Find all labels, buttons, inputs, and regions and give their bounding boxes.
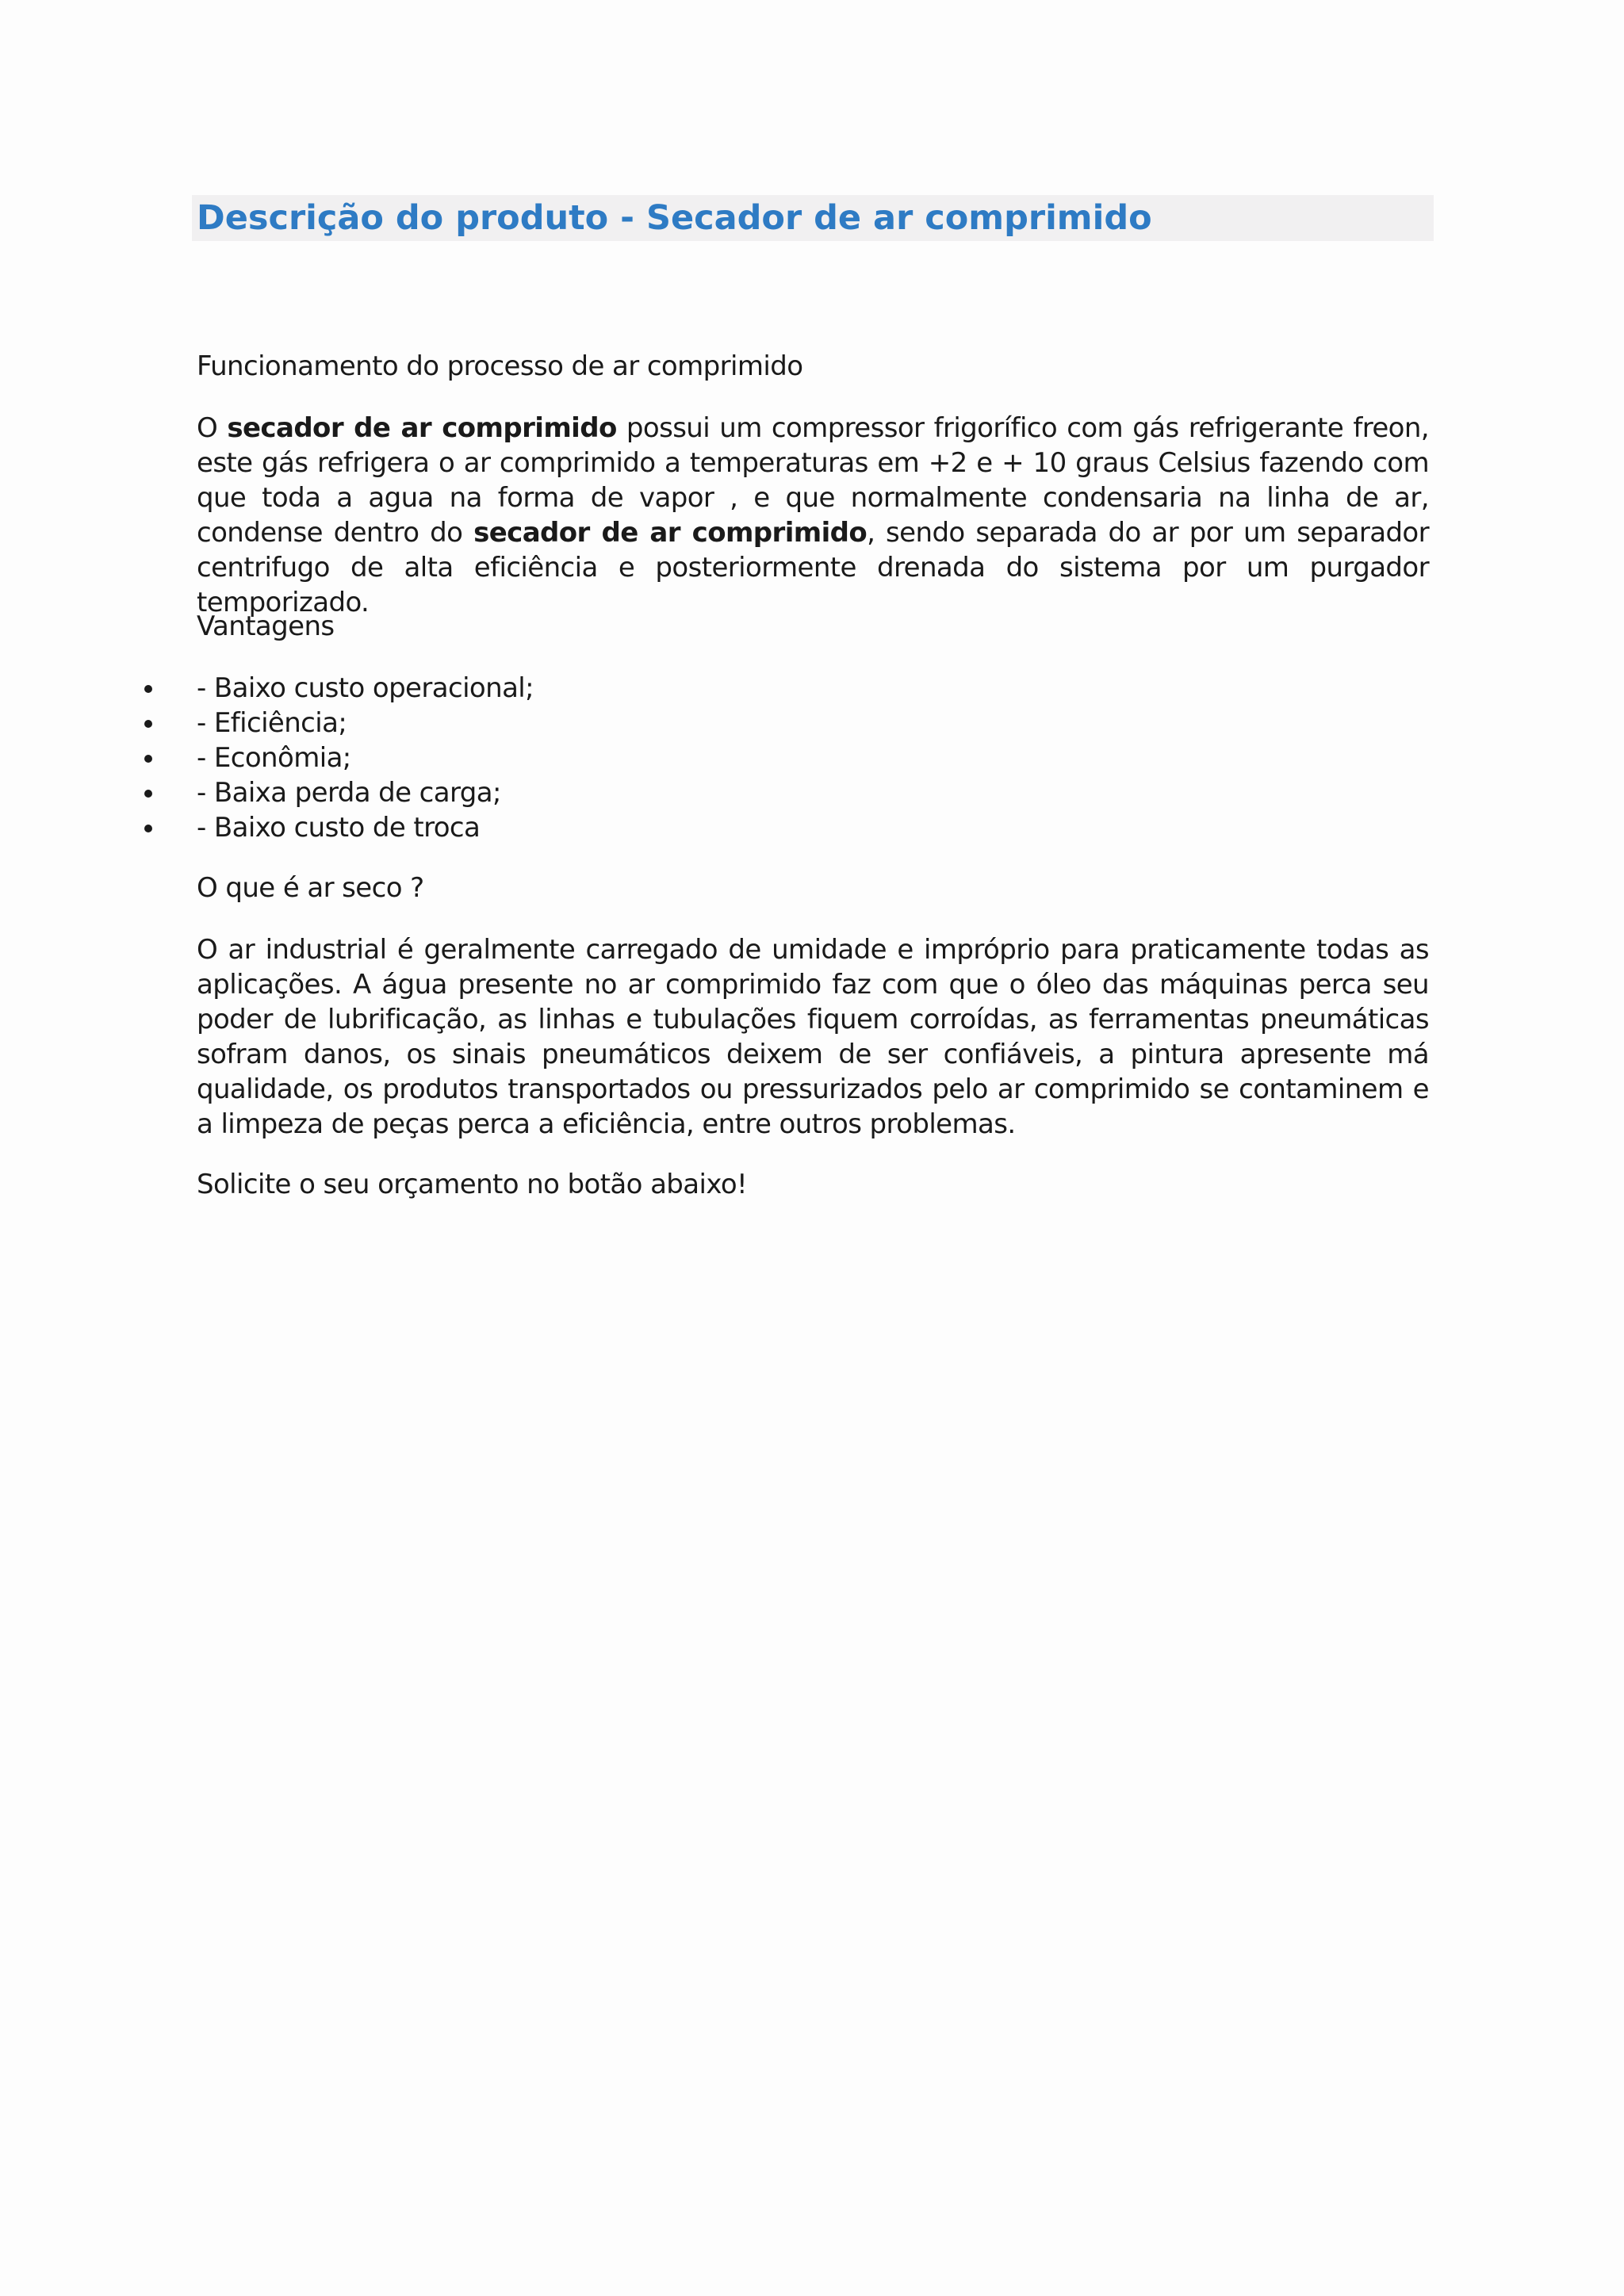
question-heading: O que é ar seco ? xyxy=(197,872,424,904)
paragraph-dry-air: O ar industrial é geralmente carregado de umidade e impróprio para praticamente todas as aplicações. A água presente no ar comprimido faz com que o óleo das máquinas perca seu poder de lubrificação, as linhas e tubulações fiquem corroídas, as ferramentas pneumáticas sofram danos, os sinais pneumáticos deixem de ser confiáveis, a pintura apresente má qualidade, os produtos transportados ou pressurizados pelo ar comprimido se contaminem e a limpeza de peças perca a eficiência, entre outros problemas. xyxy=(197,934,1429,1140)
bullet-icon xyxy=(144,825,152,832)
bullet-icon xyxy=(144,720,152,728)
list-item-text: - Baixo custo operacional; xyxy=(197,672,534,704)
list-item-text: - Eficiência; xyxy=(197,707,347,739)
call-to-action-text: Solicite o seu orçamento no botão abaixo! xyxy=(197,1169,748,1200)
title-bar xyxy=(192,195,1434,241)
list-item xyxy=(0,706,1624,740)
list-item-text: - Econômia; xyxy=(197,742,351,774)
page-title: Descrição do produto - Secador de ar comprimido xyxy=(197,198,1152,238)
paragraph-text: possui um compressor frigorífico com gás refrigerante freon, este gás refrigera o ar comprimido a temperaturas em +2 e + 10 graus Celsius fazendo com que toda a agua na forma de vapor , e que normalmente condensaria na linha de ar, condense dentro do xyxy=(197,412,1430,549)
section-heading: Funcionamento do processo de ar comprimido xyxy=(197,350,803,382)
bullet-icon xyxy=(144,685,152,693)
paragraph-text: O xyxy=(197,412,228,444)
advantages-heading: Vantagens xyxy=(197,610,335,642)
paragraph-description xyxy=(197,411,1429,620)
list-item-text: - Baixo custo de troca xyxy=(197,812,481,844)
paragraph-text: , sendo separada do ar por um separador centrifugo de alta eficiência e posteriormente drenada do sistema por um purgador temporizado. xyxy=(197,517,1430,618)
list-item xyxy=(0,775,1624,810)
list-item xyxy=(0,810,1624,845)
list-item xyxy=(0,740,1624,775)
advantages-list xyxy=(0,671,1624,845)
bullet-icon xyxy=(144,755,152,763)
bullet-icon xyxy=(144,790,152,798)
list-item xyxy=(0,671,1624,706)
bold-term: secador de ar comprimido xyxy=(227,412,617,444)
bold-term: secador de ar comprimido xyxy=(473,517,868,549)
list-item-text: - Baixa perda de carga; xyxy=(197,777,501,809)
